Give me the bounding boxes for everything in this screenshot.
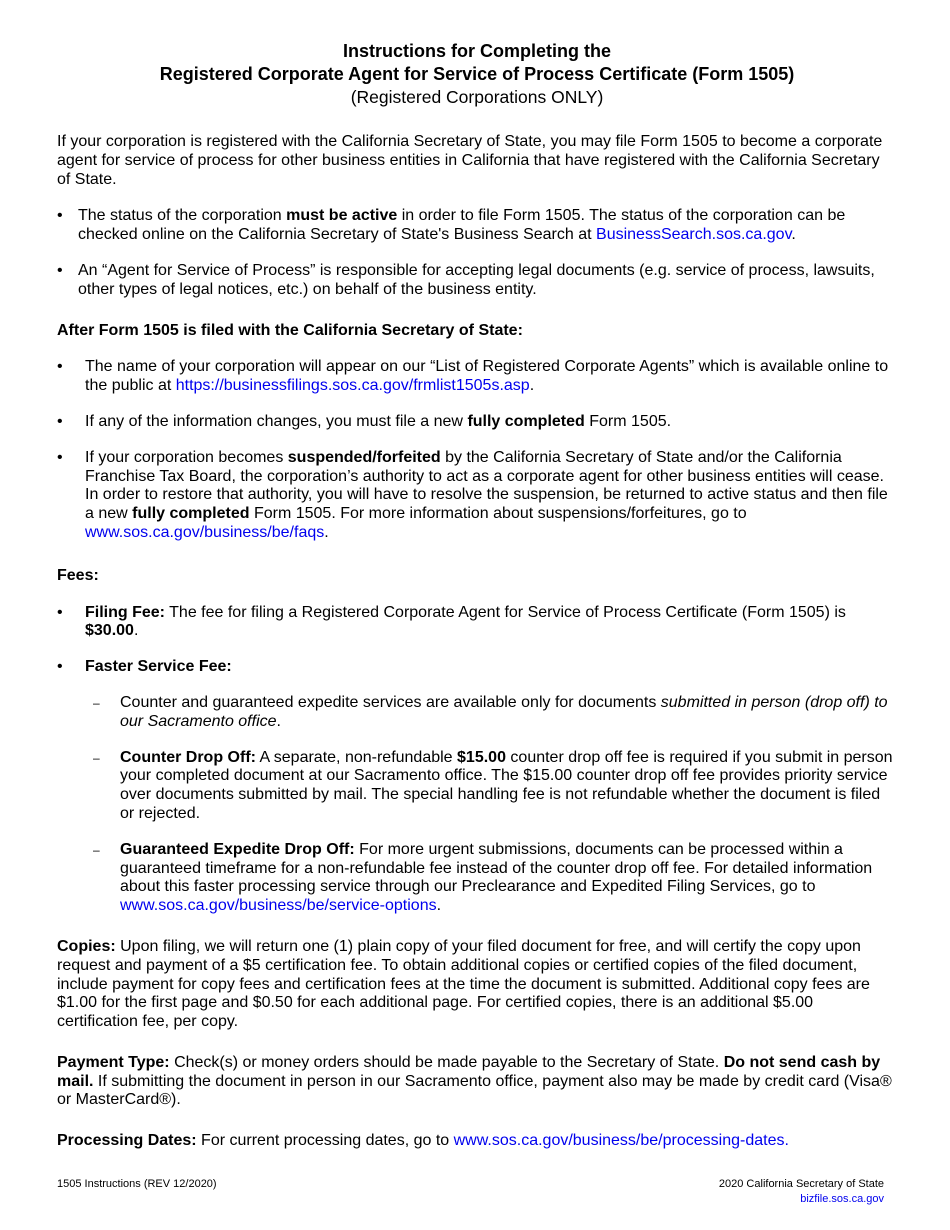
page-subtitle: (Registered Corporations ONLY) xyxy=(350,87,604,107)
instructions-page xyxy=(57,40,897,1151)
footer-copyright: 2020 California Secretary of State xyxy=(718,1178,884,1190)
payment-paragraph: Payment Type: Check(s) or money orders should be made payable to the Secretary of State. Do not send cash by mail. If submitting the document in person in our Sacramento office, payment also may be made by credit card (Visa® or MasterCard®). xyxy=(57,1053,892,1109)
footer-revision: 1505 Instructions (REV 12/2020) xyxy=(57,1178,217,1190)
dash-guaranteed-expedite: – Guaranteed Expedite Drop Off: For more urgent submissions, documents can be processed within a guaranteed timeframe for a non-refundable fee instead of the counter drop off fee. For detailed information about this faster processing service through our Preclearance and Expedited Filing Services, go to www.sos.ca.gov/business/be/service-options. xyxy=(57,841,897,916)
processing-dates-link[interactable]: www.sos.ca.gov/business/be/processing-dates. xyxy=(453,1132,789,1150)
agents-list-link[interactable]: https://businessfilings.sos.ca.gov/frmlist1505s.asp xyxy=(175,377,530,395)
business-search-link[interactable]: BusinessSearch.sos.ca.gov xyxy=(596,226,792,244)
bizfile-link[interactable]: bizfile.sos.ca.gov xyxy=(800,1193,884,1205)
dash-counter-drop-off: – Counter Drop Off: A separate, non-refundable $15.00 counter drop off fee is required if you submit in person your completed document at our Sacramento office. The $15.00 counter drop off fee provides priority service over documents submitted by mail. The special handling fee is not refundable whether the document is filed or rejected. xyxy=(57,749,897,824)
bullet-faster-service-fee: • Faster Service Fee: xyxy=(57,658,897,677)
service-options-link[interactable]: www.sos.ca.gov/business/be/service-options xyxy=(120,897,437,915)
fees-heading: Fees: xyxy=(57,566,99,584)
footer-right xyxy=(719,1177,884,1207)
title-line-1: Instructions for Completing the xyxy=(343,41,611,61)
title-line-2: Registered Corporate Agent for Service of Process Certificate (Form 1505) xyxy=(159,64,795,84)
copies-paragraph: Copies: Upon filing, we will return one (1) plain copy of your filed document for free, and will certify the copy upon request and payment of a $5 certification fee. To obtain additional copies or certified copies of the filed document, include payment for copy fees and certification fees at the time the document is submitted. Additional copy fees are $1.00 for the first page and $0.50 for each additional page. For certified copies, there is an additional $5.00 certification fee, per copy. xyxy=(57,937,870,1031)
dash-counter-expedite: – Counter and guaranteed expedite services are available only for documents submitted in person (drop off) to our Sacramento office. xyxy=(57,694,897,732)
page-title xyxy=(57,40,897,86)
intro-paragraph: If your corporation is registered with the California Secretary of State, you may file Form 1505 to become a corporate agent for service of process for other business entities in California that have registered with the California Secretary of State. xyxy=(57,133,883,188)
bullet-status-active: • The status of the corporation must be active in order to file Form 1505. The status of the corporation can be checked online on the California Secretary of State's Business Search at BusinessSearch.sos.ca.gov. xyxy=(57,207,897,245)
bullet-list-of-agents: • The name of your corporation will appear on our “List of Registered Corporate Agents” which is available online to the public at https://businessfilings.sos.ca.gov/frmlist1505s.asp. xyxy=(57,358,897,396)
processing-paragraph: Processing Dates: For current processing dates, go to www.sos.ca.gov/business/be/processing-dates. xyxy=(57,1132,789,1150)
bullet-suspended: • If your corporation becomes suspended/forfeited by the California Secretary of State and/or the California Franchise Tax Board, the corporation’s authority to act as a corporate agent for other business entities will cease. In order to restore that authority, you will have to resolve the suspension, be returned to active status and then file a new fully completed Form 1505. For more information about suspensions/forfeitures, go to www.sos.ca.gov/business/be/faqs. xyxy=(57,449,897,543)
bullet-agent-definition: • An “Agent for Service of Process” is responsible for accepting legal documents (e.g. service of process, lawsuits, other types of legal notices, etc.) on behalf of the business entity. xyxy=(57,262,897,300)
bullet-filing-fee: • Filing Fee: The fee for filing a Registered Corporate Agent for Service of Process Certificate (Form 1505) is $30.00. xyxy=(57,604,897,642)
bullet-information-changes: • If any of the information changes, you must file a new fully completed Form 1505. xyxy=(57,413,897,432)
after-filing-heading: After Form 1505 is filed with the California Secretary of State: xyxy=(57,321,523,339)
faqs-link[interactable]: www.sos.ca.gov/business/be/faqs xyxy=(85,523,325,541)
